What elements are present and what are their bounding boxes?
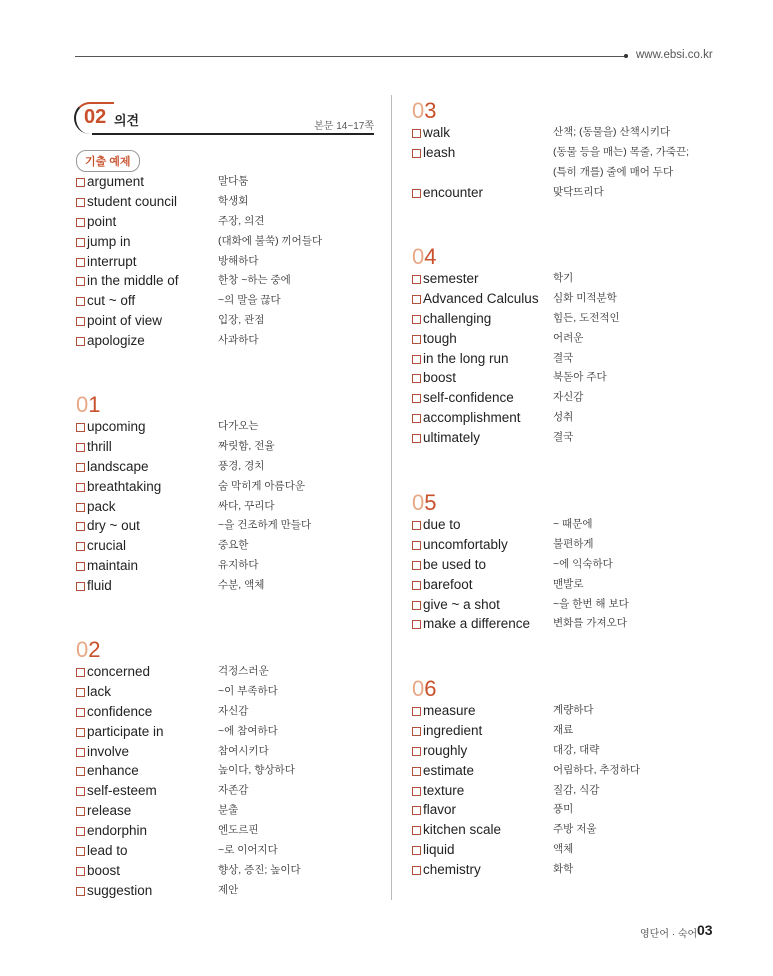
checkbox-icon[interactable] [76, 847, 85, 856]
vocab-meaning: ~이 부족하다 [218, 684, 278, 697]
vocab-item [76, 417, 376, 437]
vocab-item [76, 801, 376, 821]
vocab-word: argument [87, 174, 145, 189]
vocab-word: encounter [423, 184, 484, 200]
vocab-meaning: ~의 말을 끊다 [218, 294, 281, 307]
vocab-word: challenging [423, 310, 492, 326]
checkbox-icon[interactable] [76, 688, 85, 697]
example-badge: 기출 예제 [76, 150, 140, 172]
vocab-word: measure [423, 703, 476, 718]
vocab-meaning: 향상, 증진; 높이다 [218, 863, 301, 876]
checkbox-icon[interactable] [76, 198, 85, 207]
vocab-item [412, 595, 712, 615]
vocab-item [412, 163, 712, 183]
vocab-meaning: 계량하다 [553, 704, 594, 716]
checkbox-icon[interactable] [76, 867, 85, 876]
vocab-item [412, 800, 712, 820]
checkbox-icon[interactable] [412, 315, 421, 324]
vocab-meaning: 학생회 [218, 194, 249, 207]
vocab-item [76, 761, 376, 781]
vocab-word: walk [423, 125, 451, 140]
vocab-item [412, 515, 712, 535]
vocab-item [412, 535, 712, 555]
vocab-meaning: 짜릿함, 전율 [218, 439, 275, 452]
vocab-word: chemistry [423, 862, 481, 878]
vocab-item [412, 428, 712, 448]
vocab-word: liquid [423, 842, 455, 858]
vocab-meaning: 불편하게 [553, 537, 594, 550]
vocab-word: accomplishment [423, 410, 521, 426]
checkbox-icon[interactable] [412, 866, 421, 875]
vocab-item [412, 761, 712, 781]
vocab-word: in the middle of [87, 273, 179, 289]
checkbox-icon[interactable] [412, 374, 421, 383]
checkbox-icon[interactable] [412, 787, 421, 796]
vocab-word: enhance [87, 763, 139, 779]
vocab-item [76, 192, 376, 212]
vocab-item [412, 183, 712, 203]
section-02 [76, 638, 376, 901]
vocab-word: ingredient [423, 722, 483, 738]
vocab-word: maintain [87, 558, 139, 574]
chapter-title: 의견 [114, 113, 140, 128]
checkbox-icon[interactable] [76, 562, 85, 571]
vocab-word: leash [423, 144, 456, 160]
vocab-meaning: 학기 [553, 272, 574, 284]
vocab-item [412, 349, 712, 369]
vocab-meaning: 주방 저울 [553, 823, 597, 836]
vocab-item [76, 536, 376, 556]
section-heading [412, 99, 712, 123]
section-heading [412, 677, 712, 701]
vocab-word: fluid [87, 578, 112, 594]
checkbox-icon[interactable] [412, 581, 421, 590]
checkbox-icon[interactable] [412, 806, 421, 815]
vocab-item [76, 331, 376, 351]
vocab-word: self-confidence [423, 390, 514, 406]
vocab-meaning: 어려운 [553, 331, 584, 344]
vocab-meaning: 입장, 관점 [218, 314, 265, 327]
vocab-meaning: 사과하다 [218, 334, 259, 347]
section-example [76, 172, 376, 351]
vocab-item [76, 437, 376, 457]
vocab-item [76, 841, 376, 861]
vocab-meaning: 유지하다 [218, 559, 259, 572]
footer-book: 영단어 · 숙어 [640, 929, 698, 940]
vocab-word: dry ~ out [87, 518, 140, 534]
vocab-item [76, 682, 376, 702]
vocab-word: flavor [423, 802, 457, 818]
vocab-item [76, 556, 376, 576]
page-number: 03 [697, 922, 713, 938]
vocab-meaning: 북돋아 주다 [553, 371, 607, 384]
section-05 [412, 491, 712, 634]
vocab-word: breathtaking [87, 478, 162, 494]
vocab-item [76, 271, 376, 291]
vocab-item [412, 143, 712, 163]
vocab-item [412, 289, 712, 309]
vocab-meaning: 말다툼 [218, 175, 249, 187]
vocab-word: participate in [87, 723, 164, 739]
vocab-word: kitchen scale [423, 822, 502, 838]
vocab-meaning: 맨발로 [553, 577, 584, 590]
vocab-meaning: 한창 ~하는 중에 [218, 274, 291, 287]
vocab-item [76, 252, 376, 272]
checkbox-icon[interactable] [76, 787, 85, 796]
vocab-word: be used to [423, 556, 487, 572]
vocab-item [412, 614, 712, 634]
checkbox-icon[interactable] [412, 601, 421, 610]
checkbox-icon[interactable] [76, 463, 85, 472]
vocab-item [76, 232, 376, 252]
vocab-meaning: 풍미 [553, 803, 574, 816]
vocab-word: concerned [87, 664, 151, 679]
vocab-word: interrupt [87, 253, 137, 269]
vocab-item [76, 576, 376, 596]
checkbox-icon[interactable] [412, 355, 421, 364]
vocab-word: texture [423, 782, 465, 798]
section-heading [76, 393, 376, 417]
vocab-item [76, 742, 376, 762]
vocab-item [412, 575, 712, 595]
vocab-meaning: 중요한 [218, 539, 249, 552]
vocab-meaning: 방해하다 [218, 254, 259, 267]
vocab-meaning: 질감, 식감 [553, 783, 600, 796]
section-heading-digit: 0 [412, 98, 425, 123]
section-heading-digit: 0 [412, 676, 425, 701]
checkbox-icon[interactable] [412, 434, 421, 443]
vocab-item [412, 741, 712, 761]
vocab-word: jump in [87, 233, 131, 249]
vocab-item [76, 881, 376, 901]
vocab-item [76, 477, 376, 497]
vocab-meaning: 제안 [218, 883, 239, 896]
chapter-header [74, 100, 374, 134]
site-url: www.ebsi.co.kr [636, 49, 713, 61]
vocab-item [76, 702, 376, 722]
section-01 [76, 393, 376, 596]
checkbox-icon[interactable] [412, 826, 421, 835]
vocab-meaning: 맞닥뜨리다 [553, 185, 604, 198]
vocab-meaning: (특히 개를) 줄에 매어 두다 [553, 165, 674, 178]
vocab-meaning: 변화를 가져오다 [553, 617, 627, 630]
vocab-item [412, 701, 712, 721]
vocab-item [76, 172, 376, 192]
vocab-item [76, 457, 376, 477]
vocab-word: make a difference [423, 616, 531, 632]
vocab-meaning: 힘든, 도전적인 [553, 311, 620, 324]
vocab-word: pack [87, 498, 116, 514]
vocab-item [76, 781, 376, 801]
vocab-word: lack [87, 683, 112, 699]
vocab-word: boost [423, 370, 457, 386]
vocab-meaning: 주장, 의견 [218, 214, 265, 227]
vocab-word: crucial [87, 538, 127, 554]
vocab-meaning: ~에 참여하다 [218, 724, 278, 737]
chapter-number: 02 [84, 106, 107, 128]
vocab-meaning: 걱정스러운 [218, 665, 269, 677]
section-heading-digit: 4 [424, 244, 437, 269]
checkbox-icon[interactable] [76, 542, 85, 551]
vocab-meaning: 액체 [553, 843, 574, 856]
chapter-rule [92, 133, 374, 135]
vocab-item [76, 861, 376, 881]
vocab-item [76, 516, 376, 536]
section-04 [412, 245, 712, 448]
checkbox-icon[interactable] [76, 503, 85, 512]
checkbox-icon[interactable] [76, 582, 85, 591]
checkbox-icon[interactable] [76, 218, 85, 227]
checkbox-icon[interactable] [412, 335, 421, 344]
vocab-item [76, 311, 376, 331]
vocab-meaning: 엔도르핀 [218, 824, 259, 837]
vocab-item [412, 721, 712, 741]
section-heading-digit: 0 [412, 244, 425, 269]
vocab-meaning: 재료 [553, 723, 574, 736]
vocab-word: uncomfortably [423, 536, 508, 552]
vocab-word: semester [423, 271, 479, 286]
vocab-word: self-esteem [87, 783, 157, 799]
vocab-item [412, 388, 712, 408]
vocab-word: barefoot [423, 576, 473, 592]
vocab-item [76, 212, 376, 232]
vocab-word: point [87, 213, 117, 229]
vocab-word: point of view [87, 313, 163, 329]
checkbox-icon[interactable] [76, 748, 85, 757]
checkbox-icon[interactable] [412, 295, 421, 304]
vocab-meaning: 대강, 대략 [553, 743, 600, 756]
checkbox-icon[interactable] [412, 707, 421, 716]
vocab-item [412, 269, 712, 289]
vocab-word: thrill [87, 438, 112, 454]
vocab-meaning: 심화 미적분학 [553, 291, 617, 304]
vocab-word: roughly [423, 742, 468, 758]
checkbox-icon[interactable] [76, 337, 85, 346]
section-heading-digit: 1 [88, 392, 101, 417]
vocab-meaning: 결국 [553, 431, 574, 444]
checkbox-icon[interactable] [412, 149, 421, 158]
vocab-meaning: 높이다, 향상하다 [218, 764, 295, 777]
checkbox-icon[interactable] [76, 277, 85, 286]
vocab-meaning: ~ 때문에 [553, 518, 593, 530]
section-heading [76, 638, 376, 662]
vocab-word: ultimately [423, 430, 481, 446]
vocab-meaning: 싸다, 꾸리다 [218, 499, 275, 512]
vocab-meaning: 다가오는 [218, 420, 259, 432]
vocab-word: confidence [87, 703, 153, 719]
checkbox-icon[interactable] [76, 443, 85, 452]
vocab-item [76, 722, 376, 742]
header-dot [624, 54, 628, 58]
checkbox-icon[interactable] [412, 189, 421, 198]
vocab-item [76, 662, 376, 682]
vocab-meaning: 자신감 [218, 704, 249, 717]
vocab-meaning: ~에 익숙하다 [553, 557, 613, 570]
vocab-meaning: 수분, 액체 [218, 579, 265, 592]
vocab-meaning: 자신감 [553, 391, 584, 404]
header-rule [75, 56, 625, 57]
vocab-item [412, 123, 712, 143]
checkbox-icon[interactable] [412, 727, 421, 736]
vocab-word: estimate [423, 762, 475, 778]
checkbox-icon[interactable] [76, 522, 85, 531]
checkbox-icon[interactable] [412, 275, 421, 284]
vocab-word: due to [423, 517, 461, 532]
checkbox-icon[interactable] [76, 767, 85, 776]
checkbox-icon[interactable] [76, 297, 85, 306]
vocab-word: landscape [87, 458, 149, 474]
section-heading-digit: 6 [424, 676, 437, 701]
checkbox-icon[interactable] [76, 178, 85, 187]
vocab-item [412, 555, 712, 575]
vocab-item [412, 309, 712, 329]
vocab-meaning: 어림하다, 추정하다 [553, 763, 640, 776]
checkbox-icon[interactable] [76, 258, 85, 267]
checkbox-icon[interactable] [76, 807, 85, 816]
checkbox-icon[interactable] [412, 414, 421, 423]
checkbox-icon[interactable] [76, 238, 85, 247]
vocab-word: cut ~ off [87, 293, 136, 309]
checkbox-icon[interactable] [76, 483, 85, 492]
vocab-meaning: (대화에 불쑥) 끼어들다 [218, 234, 323, 247]
vocab-meaning: 숨 막히게 아름다운 [218, 479, 305, 492]
section-heading [412, 491, 712, 515]
section-heading-digit: 5 [424, 490, 437, 515]
vocab-word: upcoming [87, 419, 146, 434]
checkbox-icon[interactable] [76, 827, 85, 836]
vocab-word: suggestion [87, 882, 153, 898]
vocab-item [412, 781, 712, 801]
vocab-item [412, 368, 712, 388]
vocab-meaning: ~로 이어지다 [218, 844, 278, 857]
vocab-meaning: 풍경, 경치 [218, 459, 265, 472]
checkbox-icon[interactable] [76, 317, 85, 326]
vocab-meaning: 화학 [553, 863, 574, 876]
checkbox-icon[interactable] [412, 394, 421, 403]
vocab-item [412, 329, 712, 349]
checkbox-icon[interactable] [76, 423, 85, 432]
vocab-meaning: ~을 한번 해 보다 [553, 597, 629, 610]
column-divider [391, 95, 392, 900]
vocab-word: involve [87, 743, 130, 759]
vocab-item [76, 821, 376, 841]
section-heading-digit: 0 [76, 392, 89, 417]
vocab-meaning: 참여시키다 [218, 744, 269, 757]
section-heading [412, 245, 712, 269]
vocab-item [76, 497, 376, 517]
vocab-word: Advanced Calculus [423, 290, 539, 306]
vocab-item [412, 840, 712, 860]
checkbox-icon[interactable] [412, 521, 421, 530]
section-heading-digit: 3 [424, 98, 437, 123]
vocab-word: lead to [87, 843, 128, 859]
vocab-word: in the long run [423, 350, 509, 366]
vocab-item [412, 408, 712, 428]
vocab-item [76, 291, 376, 311]
checkbox-icon[interactable] [76, 708, 85, 717]
vocab-meaning: (동물 등을 매는) 목줄, 가죽끈; [553, 145, 690, 158]
section-heading-digit: 0 [76, 637, 89, 662]
vocab-meaning: ~을 건조하게 만들다 [218, 519, 312, 532]
vocab-meaning: 자존감 [218, 784, 249, 797]
checkbox-icon[interactable] [412, 767, 421, 776]
section-heading-digit: 0 [412, 490, 425, 515]
checkbox-icon[interactable] [76, 887, 85, 896]
vocab-meaning: 결국 [553, 351, 574, 364]
checkbox-icon[interactable] [76, 668, 85, 677]
vocab-meaning: 산책; (동물을) 산책시키다 [553, 126, 671, 138]
vocab-item [412, 820, 712, 840]
vocab-word: student council [87, 193, 178, 209]
vocab-meaning: 분출 [218, 804, 239, 817]
checkbox-icon[interactable] [76, 728, 85, 737]
checkbox-icon[interactable] [412, 747, 421, 756]
vocab-word: tough [423, 330, 457, 346]
checkbox-icon[interactable] [412, 129, 421, 138]
vocab-word: apologize [87, 333, 145, 349]
vocab-meaning: 성취 [553, 411, 574, 424]
section-06 [412, 677, 712, 880]
checkbox-icon[interactable] [412, 541, 421, 550]
vocab-word: give ~ a shot [423, 596, 500, 612]
section-03 [412, 99, 712, 203]
chapter-pages: 본문 14~17쪽 [314, 121, 374, 132]
vocab-word: boost [87, 862, 121, 878]
checkbox-icon[interactable] [412, 561, 421, 570]
vocab-item [412, 860, 712, 880]
section-heading-digit: 2 [88, 637, 101, 662]
vocab-word: release [87, 803, 132, 819]
checkbox-icon[interactable] [412, 620, 421, 629]
checkbox-icon[interactable] [412, 846, 421, 855]
vocab-word: endorphin [87, 823, 148, 839]
